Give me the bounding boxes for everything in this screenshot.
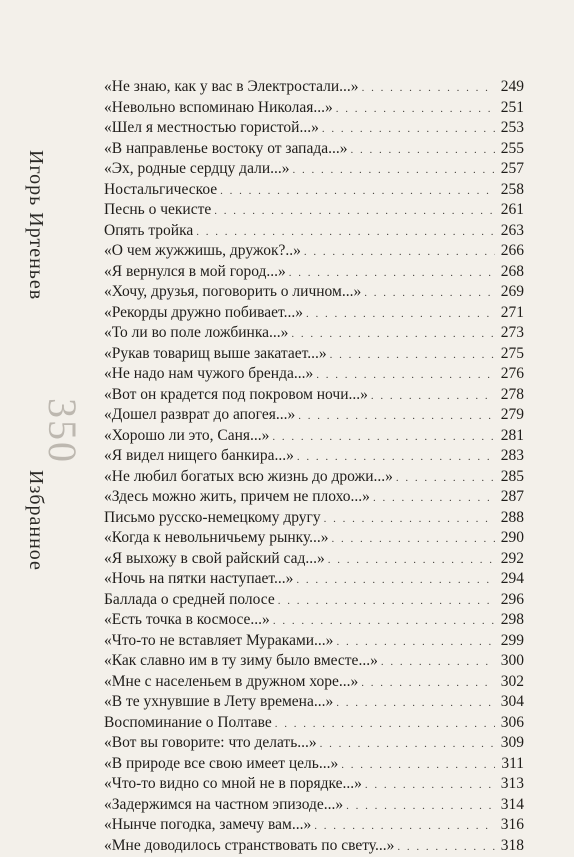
toc-dot-leader [336,693,495,714]
toc-dot-leader [314,816,495,837]
toc-entry-title: «Не любил богатых всю жизнь до дрожи...» [104,467,393,488]
toc-entry-page: 273 [498,323,524,344]
toc-entry-title: «Я вернулся в мой город...» [104,262,286,283]
toc-entry-page: 278 [498,385,524,406]
toc-entry-title: «Здесь можно жить, причем не плохо...» [104,487,370,508]
toc-entry-page: 271 [498,303,524,324]
toc-entry [104,815,524,836]
toc-entry-title: «В природе все свою имеет цель...» [104,754,338,775]
toc-entry-title: Письмо русско-немецкому другу [104,508,321,529]
toc-entry-page: 316 [498,815,524,836]
toc-dot-leader [341,755,495,776]
running-author: Игорь Иртеньев [24,150,47,300]
toc-entry-title: Песнь о чекисте [104,200,211,221]
toc-dot-leader [296,570,495,591]
toc-entry [104,672,524,693]
toc-entry-title: «Не надо нам чужого бренда...» [104,364,313,385]
toc-entry [104,774,524,795]
toc-entry-page: 255 [498,139,524,160]
toc-entry [104,405,524,426]
toc-entry-title: Воспоминание о Полтаве [104,713,272,734]
toc-entry [104,569,524,590]
toc-entry-page: 290 [498,528,524,549]
toc-entry-title: «О чем жужжишь, дружок?..» [104,241,301,262]
toc-entry [104,98,524,119]
toc-entry-title: «Дошел разврат до апогея...» [104,405,295,426]
toc-dot-leader [371,386,495,407]
toc-entry [104,631,524,652]
toc-entry-page: 269 [498,282,524,303]
toc-entry [104,344,524,365]
toc-entry-page: 268 [498,262,524,283]
toc-entry [104,692,524,713]
toc-dot-leader [336,632,495,653]
toc-entry-page: 302 [498,672,524,693]
toc-dot-leader [196,222,495,243]
toc-entry [104,754,524,775]
toc-entry-title: «Вот он крадется под покровом ночи...» [104,385,368,406]
toc-dot-leader [275,714,495,735]
toc-entry-page: 261 [498,200,524,221]
toc-entry [104,651,524,672]
toc-entry-page: 263 [498,221,524,242]
toc-dot-leader [397,837,495,857]
toc-entry [104,528,524,549]
toc-entry-page: 313 [498,774,524,795]
toc-entry-title: «Как славно им в ту зиму было вместе...» [104,651,378,672]
toc-entry-title: «Рукав товарищ выше закатает...» [104,344,327,365]
toc-entry-page: 304 [498,692,524,713]
toc-entry-page: 279 [498,405,524,426]
toc-entry [104,262,524,283]
toc-entry [104,713,524,734]
toc-dot-leader [278,591,495,612]
toc-dot-leader [324,509,495,530]
toc-entry-title: «Мне доводилось странствовать по свету...» [104,836,394,857]
toc-entry [104,487,524,508]
toc-entry-title: «Есть точка в космосе...» [104,610,270,631]
toc-entry [104,836,524,857]
toc-dot-leader [346,796,495,817]
toc-dot-leader [291,324,495,345]
toc-dot-leader [330,345,495,366]
page-sidebar [18,0,84,800]
toc-dot-leader [322,119,495,140]
toc-entry [104,118,524,139]
toc-entry-page: 309 [498,733,524,754]
toc-entry-title: Опять тройка [104,221,193,242]
toc-dot-leader [272,427,495,448]
toc-dot-leader [364,283,495,304]
toc-entry [104,180,524,201]
toc-entry [104,795,524,816]
toc-entry-page: 266 [498,241,524,262]
toc-entry-title: «То ли во поле ложбинка...» [104,323,288,344]
toc-entry-page: 288 [498,508,524,529]
toc-entry-page: 249 [498,77,524,98]
toc-dot-leader [365,775,495,796]
toc-dot-leader [306,304,495,325]
toc-entry [104,364,524,385]
toc-dot-leader [298,406,495,427]
toc-entry [104,508,524,529]
toc-entry-title: «Мне с населеньем в дружном хоре...» [104,672,358,693]
toc-entry-title: «Ночь на пятки наступает...» [104,569,293,590]
page-number: 350 [16,398,86,464]
toc-entry [104,282,524,303]
toc-dot-leader [320,734,495,755]
running-book-title: Избранное [24,470,47,571]
toc-entry-title: «Нынче погодка, замечу вам...» [104,815,311,836]
toc-entry-page: 306 [498,713,524,734]
toc-entry-page: 285 [498,467,524,488]
toc-entry-page: 258 [498,180,524,201]
toc-dot-leader [332,529,495,550]
toc-entry [104,549,524,570]
toc-entry-page: 257 [498,159,524,180]
toc-entry [104,385,524,406]
toc-entry-title: «Я выхожу в свой райский сад...» [104,549,325,570]
toc-entry-title: «В направленье востоку от запада...» [104,139,348,160]
toc-entry-page: 276 [498,364,524,385]
toc-dot-leader [304,242,495,263]
toc-entry-page: 298 [498,610,524,631]
toc-entry-page: 314 [498,795,524,816]
toc-entry-title: «Эх, родные сердцу дали...» [104,159,290,180]
toc-dot-leader [214,201,495,222]
toc-dot-leader [336,99,495,120]
toc-dot-leader [297,447,495,468]
toc-entry-page: 287 [498,487,524,508]
toc-entry-title: Ностальгическое [104,180,217,201]
toc-entry-title: «Когда к невольничьему рынку...» [104,528,329,549]
toc-entry-title: «В те ухнувшие в Лету времена...» [104,692,333,713]
toc-entry-page: 296 [498,590,524,611]
toc-entry-page: 294 [498,569,524,590]
toc-dot-leader [273,611,495,632]
toc-entry [104,446,524,467]
toc-dot-leader [362,78,495,99]
toc-entry-page: 275 [498,344,524,365]
table-of-contents [104,77,524,856]
toc-dot-leader [361,673,495,694]
toc-entry-title: Баллада о средней полосе [104,590,275,611]
toc-entry-page: 253 [498,118,524,139]
toc-entry [104,241,524,262]
toc-entry [104,139,524,160]
toc-dot-leader [396,468,495,489]
toc-entry [104,467,524,488]
toc-entry-title: «Шел я местностью гористой...» [104,118,319,139]
toc-entry-page: 299 [498,631,524,652]
toc-entry-title: «Что-то видно со мной не в порядке...» [104,774,362,795]
toc-entry-title: «Не знаю, как у вас в Электростали...» [104,77,359,98]
toc-entry [104,221,524,242]
toc-entry-page: 300 [498,651,524,672]
toc-entry-title: «Хорошо ли это, Саня...» [104,426,269,447]
toc-dot-leader [381,652,495,673]
toc-entry [104,733,524,754]
toc-entry [104,426,524,447]
toc-dot-leader [351,140,496,161]
toc-entry [104,159,524,180]
toc-entry [104,77,524,98]
toc-dot-leader [289,263,495,284]
toc-entry-title: «Я видел нищего банкира...» [104,446,294,467]
toc-entry [104,200,524,221]
toc-entry-page: 318 [498,836,524,857]
toc-dot-leader [328,550,495,571]
toc-entry-page: 292 [498,549,524,570]
toc-dot-leader [316,365,495,386]
toc-entry-page: 251 [498,98,524,119]
toc-entry [104,323,524,344]
toc-entry-title: «Задержимся на частном эпизоде...» [104,795,343,816]
toc-dot-leader [220,181,495,202]
toc-entry-page: 283 [498,446,524,467]
toc-entry-title: «Вот вы говорите: что делать...» [104,733,317,754]
toc-entry-title: «Невольно вспоминаю Николая...» [104,98,333,119]
toc-entry-title: «Что-то не вставляет Мураками...» [104,631,333,652]
toc-dot-leader [373,488,495,509]
toc-entry-page: 311 [498,754,524,775]
toc-dot-leader [293,160,496,181]
toc-entry [104,610,524,631]
toc-entry-title: «Хочу, друзья, поговорить о личном...» [104,282,361,303]
toc-entry-title: «Рекорды дружно побивает...» [104,303,303,324]
toc-entry [104,303,524,324]
toc-entry-page: 281 [498,426,524,447]
toc-entry [104,590,524,611]
